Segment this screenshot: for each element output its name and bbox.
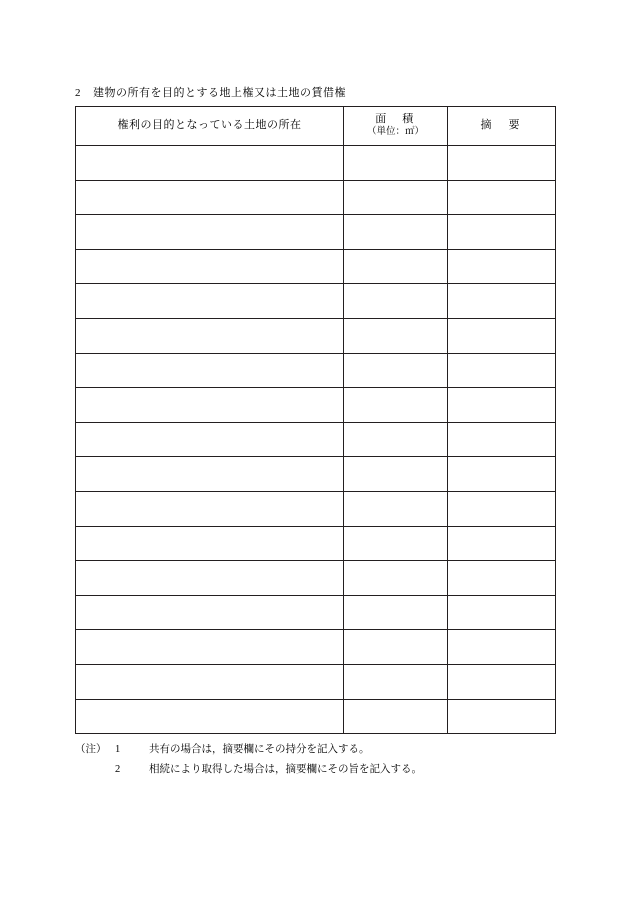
cell-area[interactable] <box>344 146 448 181</box>
cell-location[interactable] <box>76 422 344 457</box>
cell-remarks[interactable] <box>448 388 556 423</box>
cell-location[interactable] <box>76 664 344 699</box>
cell-location[interactable] <box>76 630 344 665</box>
table-row <box>76 561 556 596</box>
cell-remarks[interactable] <box>448 215 556 250</box>
cell-remarks[interactable] <box>448 561 556 596</box>
cell-location[interactable] <box>76 491 344 526</box>
section-number: 2 <box>75 87 81 99</box>
section-title-text: 建物の所有を目的とする地上権又は土地の賃借権 <box>93 87 346 99</box>
table-body <box>76 146 556 734</box>
cell-location[interactable] <box>76 595 344 630</box>
column-header-remarks-label: 摘 要 <box>480 119 523 132</box>
column-header-area-unit: （単位：㎡） <box>366 127 424 138</box>
table-row <box>76 699 556 734</box>
table-header <box>76 107 556 146</box>
column-header-area <box>344 107 448 146</box>
cell-area[interactable] <box>344 284 448 319</box>
cell-location[interactable] <box>76 180 344 215</box>
cell-location[interactable] <box>76 388 344 423</box>
cell-area[interactable] <box>344 595 448 630</box>
cell-remarks[interactable] <box>448 284 556 319</box>
cell-remarks[interactable] <box>448 526 556 561</box>
table-row <box>76 491 556 526</box>
table-row <box>76 595 556 630</box>
cell-location[interactable] <box>76 284 344 319</box>
table-row <box>76 318 556 353</box>
cell-area[interactable] <box>344 664 448 699</box>
column-header-location <box>76 107 344 146</box>
table-row <box>76 180 556 215</box>
table-row <box>76 526 556 561</box>
cell-area[interactable] <box>344 561 448 596</box>
table-row <box>76 146 556 181</box>
cell-remarks[interactable] <box>448 457 556 492</box>
table-row <box>76 388 556 423</box>
note-number: 2 <box>115 763 121 775</box>
cell-area[interactable] <box>344 180 448 215</box>
cell-location[interactable] <box>76 526 344 561</box>
table-row <box>76 284 556 319</box>
cell-area[interactable] <box>344 630 448 665</box>
cell-remarks[interactable] <box>448 146 556 181</box>
table-row <box>76 215 556 250</box>
table-row <box>76 353 556 388</box>
cell-area[interactable] <box>344 526 448 561</box>
cell-remarks[interactable] <box>448 699 556 734</box>
cell-location[interactable] <box>76 699 344 734</box>
cell-area[interactable] <box>344 249 448 284</box>
notes-block <box>75 740 422 780</box>
table-row <box>76 664 556 699</box>
column-header-location-label: 権利の目的となっている土地の所在 <box>117 119 302 132</box>
cell-location[interactable] <box>76 215 344 250</box>
land-rights-table <box>75 106 556 734</box>
note-text: 相続により取得した場合は，摘要欄にその旨を記入する。 <box>149 763 422 775</box>
cell-remarks[interactable] <box>448 318 556 353</box>
cell-area[interactable] <box>344 318 448 353</box>
table-row <box>76 422 556 457</box>
cell-location[interactable] <box>76 249 344 284</box>
cell-location[interactable] <box>76 146 344 181</box>
cell-remarks[interactable] <box>448 595 556 630</box>
cell-location[interactable] <box>76 318 344 353</box>
cell-area[interactable] <box>344 491 448 526</box>
cell-remarks[interactable] <box>448 180 556 215</box>
note-item <box>75 740 422 760</box>
cell-area[interactable] <box>344 215 448 250</box>
table-row <box>76 249 556 284</box>
cell-remarks[interactable] <box>448 630 556 665</box>
cell-location[interactable] <box>76 457 344 492</box>
note-text: 共有の場合は，摘要欄にその持分を記入する。 <box>149 744 370 755</box>
note-item <box>75 760 422 780</box>
column-header-remarks <box>448 107 556 146</box>
cell-location[interactable] <box>76 561 344 596</box>
notes-label: （注） <box>75 744 107 755</box>
cell-area[interactable] <box>344 699 448 734</box>
table-row <box>76 457 556 492</box>
cell-remarks[interactable] <box>448 249 556 284</box>
cell-area[interactable] <box>344 457 448 492</box>
cell-area[interactable] <box>344 388 448 423</box>
cell-area[interactable] <box>344 353 448 388</box>
table-header-row <box>76 107 556 146</box>
section-heading <box>75 84 346 100</box>
cell-location[interactable] <box>76 353 344 388</box>
note-number: 1 <box>115 744 121 755</box>
cell-area[interactable] <box>344 422 448 457</box>
column-header-area-label: 面 積 <box>375 112 416 125</box>
table-row <box>76 630 556 665</box>
cell-remarks[interactable] <box>448 353 556 388</box>
cell-remarks[interactable] <box>448 422 556 457</box>
cell-remarks[interactable] <box>448 491 556 526</box>
cell-remarks[interactable] <box>448 664 556 699</box>
